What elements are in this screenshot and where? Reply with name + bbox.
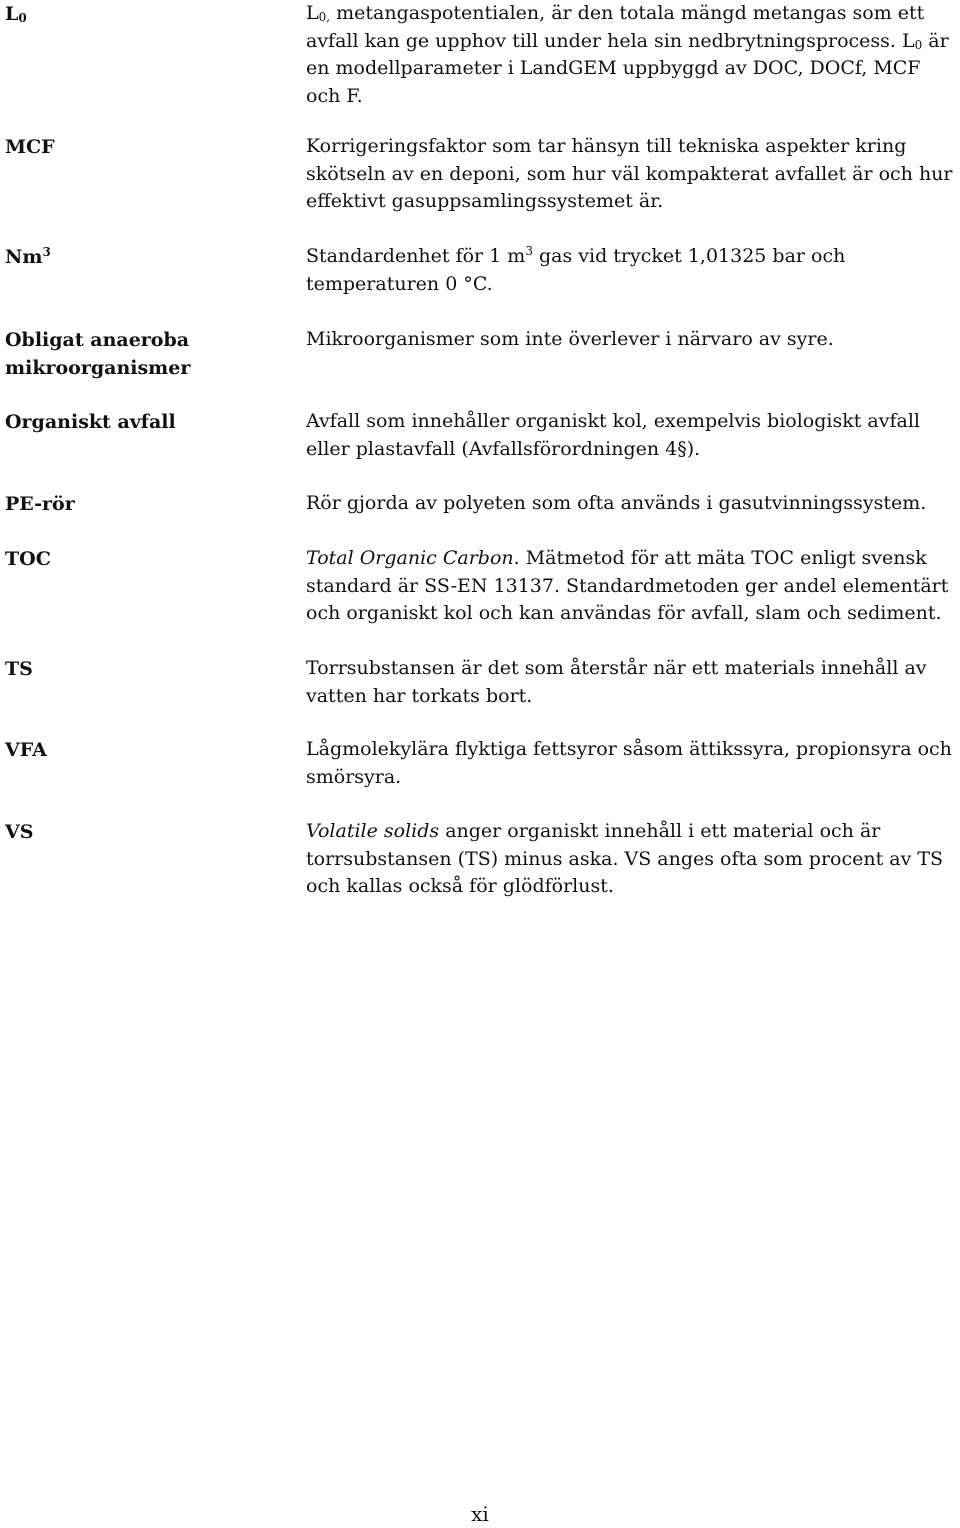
- glossary-definition: Rör gjorda av polyeten som ofta används i gasutvinningssystem.: [306, 492, 927, 514]
- glossary-definition: Standardenhet för 1 $m^3$ gas vid trycket 1,01325 bar och temperaturen 0 °C.: [306, 244, 846, 295]
- glossary-term: VS: [5, 821, 34, 843]
- glossary-term: Nm$^3$: [5, 245, 51, 268]
- glossary-definition: $L_{0,}$ metangaspotentialen, är den totala mängd metangas som ett avfall kan ge upphov till under hela sin nedbrytningsprocess. $L_0$ är en modellparameter i LandGEM uppbyggd av DOC, DOCf, MCF och F.: [306, 2, 949, 107]
- glossary-definition: Torrsubstansen är det som återstår när ett materials innehåll av vatten har torkats bort.: [306, 657, 927, 707]
- glossary-term: Obligat anaeroba mikroorganismer: [5, 329, 191, 379]
- glossary-term: MCF: [5, 136, 55, 158]
- glossary-definition: Lågmolekylära flyktiga fettsyror såsom ättikssyra, propionsyra och smörsyra.: [306, 738, 952, 788]
- page-number: xi: [471, 1502, 489, 1526]
- glossary-term: VFA: [5, 739, 47, 761]
- glossary-definition: Volatile solids anger organiskt innehåll i ett material och är torrsubstansen (TS) minus aska. VS anges ofta som procent av TS och kallas också för glödförlust.: [306, 820, 944, 897]
- glossary-definition: Korrigeringsfaktor som tar hänsyn till tekniska aspekter kring skötseln av en deponi, som hur väl kompakterat avfallet är och hur effektivt gasuppsamlingssystemet är.: [306, 135, 953, 212]
- glossary-term: $L_0$: [5, 3, 27, 25]
- glossary-definition: Total Organic Carbon. Mätmetod för att mäta TOC enligt svensk standard är SS-EN 13137. Standardmetoden ger andel elementärt och organiskt kol och kan användas för avfall, slam och sediment.: [306, 547, 949, 624]
- glossary-definition: Mikroorganismer som inte överlever i närvaro av syre.: [306, 328, 834, 350]
- glossary-term: PE-rör: [5, 493, 75, 515]
- glossary-definition: Avfall som innehåller organiskt kol, exempelvis biologiskt avfall eller plastavfall (Avfallsförordningen 4§).: [306, 410, 920, 460]
- glossary-term: TS: [5, 658, 33, 680]
- glossary-term: TOC: [5, 548, 51, 570]
- glossary-term: Organiskt avfall: [5, 411, 176, 433]
